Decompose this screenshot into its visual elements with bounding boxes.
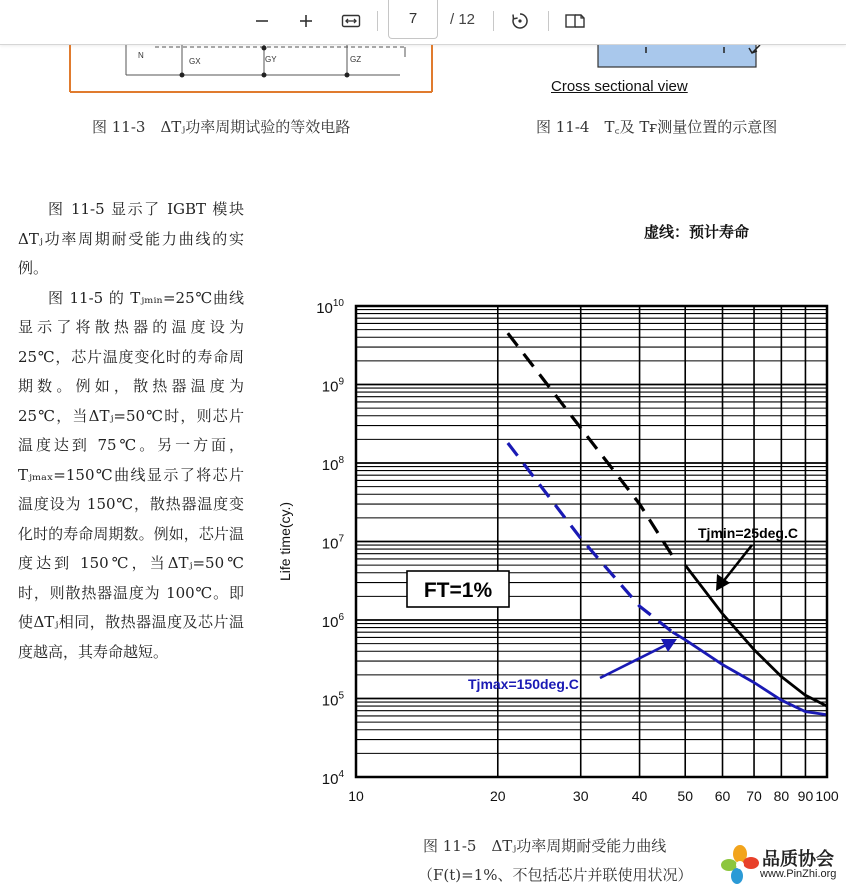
zoom-out-button[interactable]	[247, 6, 277, 36]
y-tick-label: $10^5$	[321, 690, 344, 710]
x-tick-label: 10	[348, 788, 364, 804]
figure-caption-11-5: 图 11-5 ΔTⱼ功率周期耐受能力曲线	[423, 837, 667, 855]
watermark-url: www.PinZhi.org	[760, 868, 837, 880]
figure-caption-11-3: 图 11-3 ΔTⱼ功率周期试验的等效电路	[92, 118, 351, 136]
chart-title: 虚线：预计寿命	[644, 223, 750, 241]
cross-section-label: Cross sectional view	[551, 78, 688, 95]
life-time-chart	[270, 241, 846, 821]
x-tick-label: 70	[746, 788, 762, 804]
rotate-icon	[510, 11, 530, 31]
x-tick-label: 20	[489, 788, 506, 804]
fit-width-button[interactable]	[336, 6, 366, 36]
circuit-label-gz: GZ	[350, 55, 362, 64]
circuit-label-n: N	[138, 51, 144, 60]
body-text	[18, 195, 244, 667]
toolbar-divider	[548, 11, 549, 31]
flower-icon	[720, 845, 760, 885]
y-tick-label: $10^{10}$	[316, 298, 344, 317]
series-estimated-line	[508, 333, 673, 556]
chart-grid	[356, 306, 827, 777]
circuit-diagram	[60, 45, 440, 97]
watermark-logo	[718, 845, 846, 887]
chart-annotations	[468, 525, 798, 692]
page-number-input[interactable]: 7	[388, 0, 438, 39]
x-tick-label: 90	[797, 788, 814, 804]
chart-ticks	[316, 298, 839, 804]
series-estimated-line	[508, 443, 673, 632]
figure-caption-11-5-note: （F(t)=1%、不包括芯片并联使用状况）	[418, 866, 693, 884]
page-view-button[interactable]	[560, 6, 590, 36]
plus-icon	[298, 13, 314, 29]
zoom-in-button[interactable]	[291, 6, 321, 36]
paragraph-1: 图 11-5 显示了 IGBT 模块ΔTⱼ功率周期耐受能力曲线的实例。	[18, 200, 244, 277]
x-tick-label: 100	[815, 788, 839, 804]
y-axis-label: Life time(cy.)	[277, 501, 293, 582]
y-tick-label: $10^6$	[321, 612, 344, 631]
document-page	[0, 45, 846, 886]
chart-series	[508, 333, 827, 715]
toolbar-divider	[493, 11, 494, 31]
x-tick-label: 60	[714, 788, 731, 804]
cross-section-diagram	[596, 45, 766, 71]
figure-caption-11-4: 图 11-4 T꜀及 Tғ测量位置的示意图	[536, 118, 778, 136]
y-tick-label: $10^8$	[321, 455, 344, 474]
y-tick-label: $10^4$	[321, 769, 344, 788]
circuit-label-gy: GY	[265, 55, 277, 64]
x-tick-label: 30	[572, 788, 589, 804]
x-tick-label: 50	[677, 788, 694, 804]
x-tick-label: 80	[773, 788, 790, 804]
ft-box-label: FT=1%	[423, 579, 493, 602]
toolbar-divider	[377, 11, 378, 31]
pdf-toolbar	[0, 0, 846, 45]
y-tick-label: $10^9$	[321, 376, 344, 396]
annotation-tjmin: Tjmin=25deg.C	[698, 525, 798, 541]
y-tick-label: $10^7$	[321, 533, 344, 553]
annotation-tjmax: Tjmax=150deg.C	[468, 676, 579, 692]
page-view-icon	[564, 12, 586, 30]
minus-icon	[254, 13, 270, 29]
ft-box	[407, 571, 509, 607]
x-tick-label: 40	[631, 788, 648, 804]
annotation-arrow-tjmin	[722, 545, 752, 583]
page-total: / 12	[450, 11, 476, 28]
circuit-label-gx: GX	[189, 57, 201, 66]
watermark-text: 品质协会	[762, 849, 834, 870]
paragraph-2: 图 11-5 的 Tⱼₘᵢₙ=25℃曲线显示了将散热器的温度设为 25℃，芯片温度变化时的寿命周期数。例如，散热器温度为 25℃，当ΔTⱼ=50℃时，则芯片温度达到 75℃。另一方面，Tⱼₘₐₓ=150℃曲线显示了将芯片温度设为 150℃，散热器温度变化时的寿命周期数。例如，芯片温度达到 150℃，当ΔTⱼ=50℃时，则散热器温度为 100℃。即使ΔTⱼ相同，散热器温度及芯片温度越高，其寿命越短。	[18, 288, 244, 661]
rotate-button[interactable]	[505, 6, 535, 36]
fit-width-icon	[341, 13, 361, 29]
